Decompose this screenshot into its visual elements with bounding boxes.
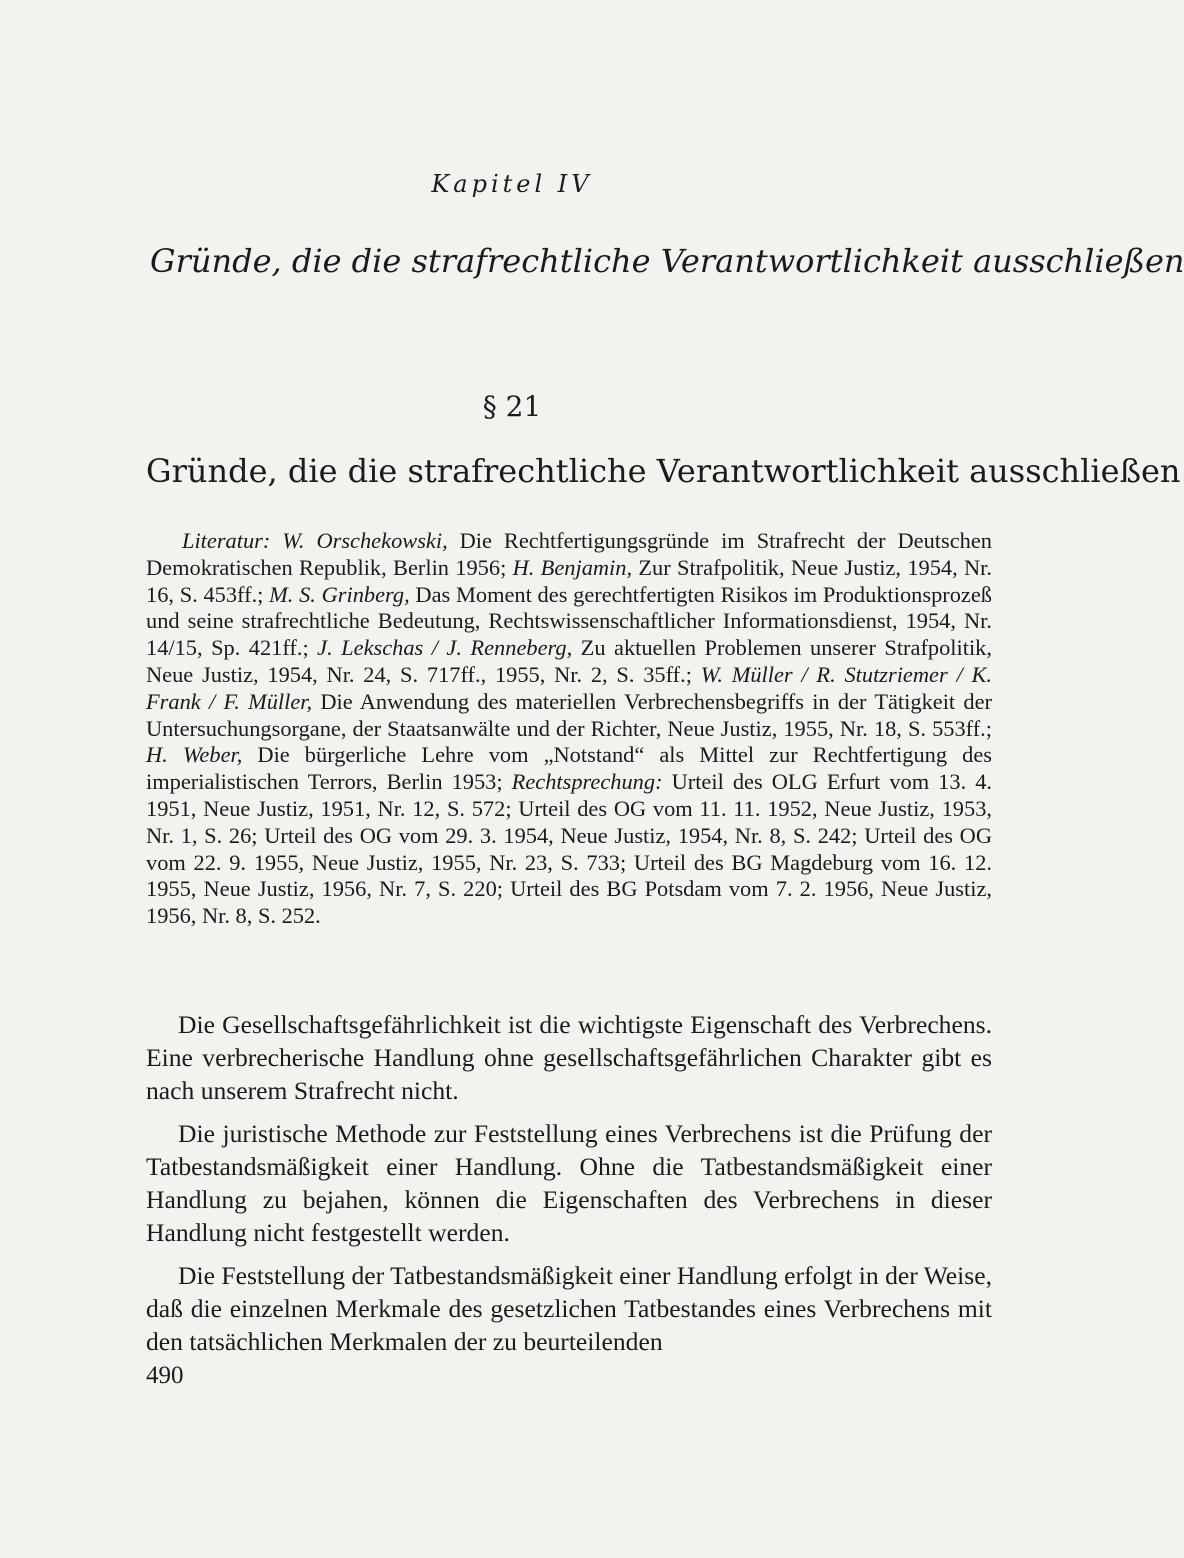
author-3: M. S. Grinberg,	[269, 581, 410, 607]
reference-3: Das Moment des gerechtfertigten Risikos im Produktionsprozeß und seine strafrechtliche Bedeutung, Rechtswissenschaftlicher Informationsdienst, 1954, Nr. 14/15, Sp. 421ff.;	[146, 581, 992, 661]
reference-6: Die bürgerliche Lehre vom „Notstand“ als Mittel zur Rechtfertigung des imperialistischen Terrors, Berlin 1953;	[146, 742, 992, 795]
author-6: H. Weber,	[146, 742, 243, 768]
case-law-references: Urteil des OLG Erfurt vom 13. 4. 1951, Neue Justiz, 1951, Nr. 12, S. 572; Urteil des OG vom 11. 11. 1952, Neue Justiz, 1953, Nr. 1, S. 26; Urteil des OG vom 29. 3. 1954, Neue Justiz, 1954, Nr. 8, S. 242; Urteil des OG vom 22. 9. 1955, Neue Justiz, 1955, Nr. 23, S. 733; Urteil des BG Magdeburg vom 16. 12. 1955, Neue Justiz, 1956, Nr. 7, S. 220; Urteil des BG Potsdam vom 7. 2. 1956, Neue Justiz, 1956, Nr. 8, S. 252.	[146, 769, 993, 929]
body-text	[146, 1008, 992, 1368]
reference-2: Zur Strafpolitik, Neue Justiz, 1954, Nr. 16, S. 453ff.;	[146, 554, 992, 607]
paragraph-1: Die Gesellschaftsgefährlichkeit ist die wichtigste Eigenschaft des Verbrechens. Eine verbrecherische Handlung ohne gesellschaftsgefährlichen Charakter gibt es nach unserem Strafrecht nicht.	[146, 1010, 992, 1105]
section-title: Gründe, die die strafrechtliche Verantwortlichkeit ausschließen	[146, 452, 1181, 490]
reference-4: Zu aktuellen Problemen unserer Strafpolitik, Neue Justiz, 1954, Nr. 24, S. 717ff., 1955, Nr. 2, S. 35ff.;	[146, 635, 992, 687]
author-4: J. Lekschas / J. Renneberg,	[317, 635, 573, 661]
literature-label: Literatur:	[182, 528, 271, 553]
case-law-label: Rechtsprechung:	[511, 769, 663, 795]
paragraph-2: Die juristische Methode zur Feststellung eines Verbrechens ist die Prüfung der Tatbestandsmäßigkeit einer Handlung. Ohne die Tatbestandsmäßigkeit einer Handlung zu bejahen, können die Eigenschaften des Verbrechens in dieser Handlung nicht festgestellt werden.	[146, 1119, 992, 1247]
author-5: W. Müller / R. Stutzriemer / K. Frank / F. Müller,	[146, 661, 992, 714]
chapter-title: Gründe, die die strafrechtliche Verantwortlichkeit ausschließen	[150, 242, 1184, 280]
reference-5: Die Anwendung des materiellen Verbrechensbegriffs in der Tätigkeit der Untersuchungsorgane, der Staatsanwälte und der Richter, Neue Justiz, 1955, Nr. 18, S. 553ff.;	[146, 688, 992, 741]
section-number: § 21	[482, 390, 542, 423]
chapter-heading: Kapitel IV	[431, 170, 593, 198]
author-2: H. Benjamin,	[512, 554, 633, 580]
paragraph-3: Die Feststellung der Tatbestandsmäßigkeit einer Handlung erfolgt in der Weise, daß die einzelnen Merkmale des gesetzlichen Tatbestandes eines Verbrechens mit den tatsächlichen Merkmalen der zu beurteilenden	[146, 1261, 993, 1356]
page-number: 490	[146, 1362, 184, 1389]
literature-references	[146, 528, 992, 930]
author-1: W. Orschekowski,	[282, 528, 448, 553]
reference-1: Die Rechtfertigungsgründe im Strafrecht der Deutschen Demokratischen Republik, Berlin 1956;	[146, 528, 992, 580]
